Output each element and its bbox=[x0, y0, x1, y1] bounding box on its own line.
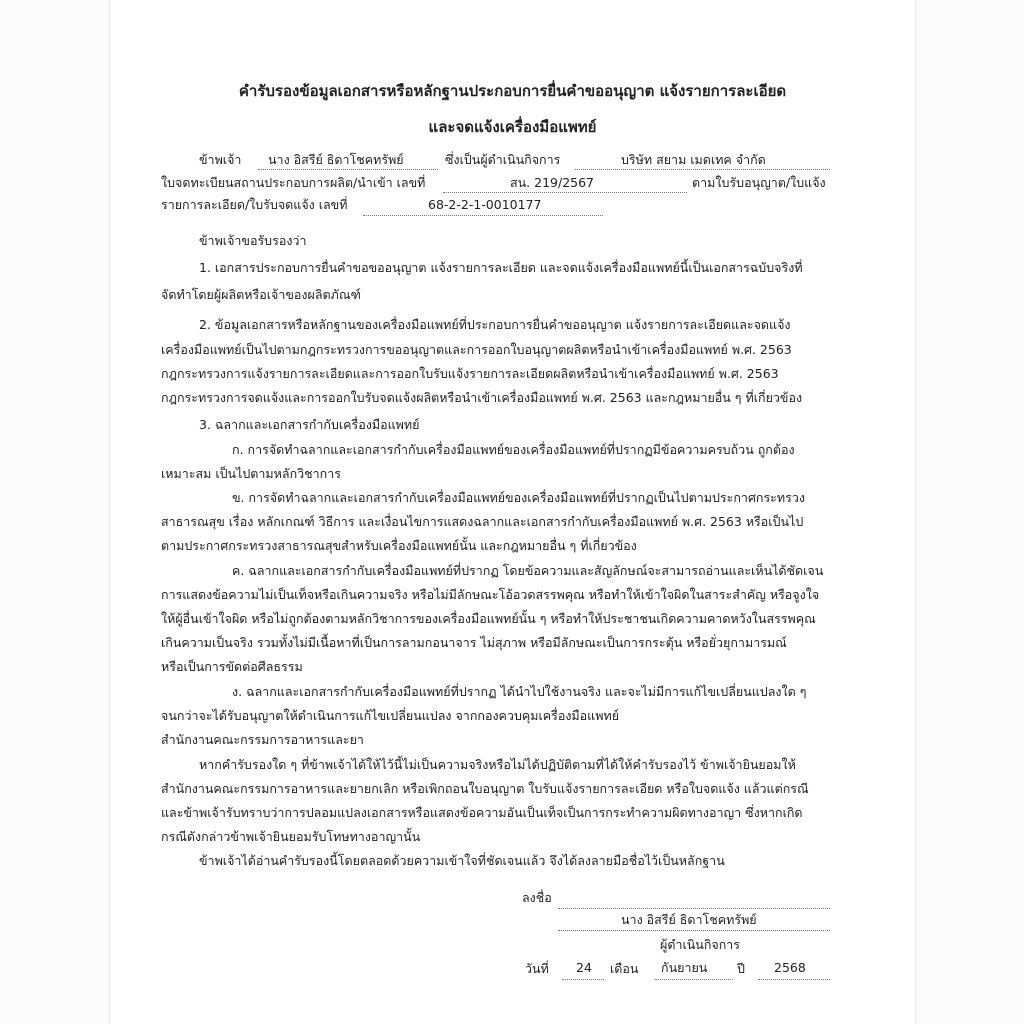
sign-year: 2568 bbox=[774, 960, 806, 975]
label-role: ซึ่งเป็นผู้ดำเนินกิจการ bbox=[445, 152, 561, 167]
body-line: จนกว่าจะได้รับอนุญาตให้ดำเนินการแก้ไขเปลี่ยนแปลง จากกองควบคุมเครื่องมือแพทย์ bbox=[161, 708, 620, 723]
document-page bbox=[109, 0, 916, 1024]
body-line: กฎกระทรวงการแจ้งรายการละเอียดและการออกใบรับแจ้งรายการละเอียดผลิตหรือนำเข้าเครื่องมือแพทย์ พ.ศ. 2563 bbox=[161, 366, 779, 381]
document-title-line1: คำรับรองข้อมูลเอกสารหรือหลักฐานประกอบการยื่นคำขออนุญาต แจ้งรายการละเอียด bbox=[238, 82, 787, 100]
body-line: หากคำรับรองใด ๆ ที่ข้าพเจ้าได้ให้ไว้นี้ไม่เป็นความจริงหรือไม่ได้ปฏิบัติตามที่ได้ให้คำรับรองไว้ ข้าพเจ้ายินยอมให้ bbox=[199, 757, 796, 772]
signer-name-dotted-line bbox=[558, 930, 830, 931]
body-line: สำนักงานคณะกรรมการอาหารและยา bbox=[161, 732, 364, 747]
sign-month: กันยายน bbox=[661, 960, 708, 975]
label-day: วันที่ bbox=[525, 961, 549, 976]
registration-number: สน. 219/2567 bbox=[510, 175, 595, 190]
body-line: 2. ข้อมูลเอกสารหรือหลักฐานของเครื่องมือแพทย์ที่ประกอบการยื่นคำขออนุญาต แจ้งรายการละเอียดและจดแจ้ง bbox=[199, 317, 791, 332]
body-line: และข้าพเจ้ารับทราบว่าการปลอมแปลงเอกสารหรือแสดงข้อความอันเป็นเท็จเป็นการกระทำความผิดทางอาญา ซึ่งหากเกิด bbox=[161, 805, 803, 820]
body-line: 1. เอกสารประกอบการยื่นคำขอขออนุญาต แจ้งรายการละเอียด และจดแจ้งเครื่องมือแพทย์นี้เป็นเอกสารฉบับจริงที่ bbox=[199, 260, 803, 275]
company-name: บริษัท สยาม เมดเทค จำกัด bbox=[621, 152, 766, 167]
body-line: จัดทำโดยผู้ผลิตหรือเจ้าของผลิตภัณฑ์ bbox=[161, 287, 361, 302]
body-line: ค. ฉลากและเอกสารกำกับเครื่องมือแพทย์ที่ปรากฏ โดยข้อความและสัญลักษณ์จะสามารถอ่านและเห็นได้ชัดเจน bbox=[232, 563, 824, 578]
body-line: สำนักงานคณะกรรมการอาหารและยายกเลิก หรือเพิกถอนใบอนุญาต ใบรับแจ้งรายการละเอียด หรือใบจดแจ้ง แล้วแต่กรณี bbox=[161, 781, 809, 796]
body-line: หรือเป็นการขัดต่อศีลธรรม bbox=[161, 659, 303, 674]
month-dotted-line bbox=[655, 979, 733, 980]
body-line: ง. ฉลากและเอกสารกำกับเครื่องมือแพทย์ที่ปรากฏ ได้นำไปใช้งานจริง และจะไม่มีการแก้ไขเปลี่ยนแปลงใด ๆ bbox=[232, 684, 807, 699]
signer-name: นาง อิสรีย์ ธิดาโชคทรัพย์ bbox=[621, 912, 757, 927]
label-i: ข้าพเจ้า bbox=[199, 152, 242, 167]
year-dotted-line bbox=[758, 979, 830, 980]
body-line: เครื่องมือแพทย์เป็นไปตามกฎกระทรวงการขออนุญาตและการออกใบอนุญาตผลิตหรือนำเข้าเครื่องมือแพทย์ พ.ศ. 2563 bbox=[161, 342, 792, 357]
label-month: เดือน bbox=[610, 961, 639, 976]
declarant-name: นาง อิสรีย์ ธิดาโชคทรัพย์ bbox=[268, 152, 404, 167]
body-line: กฎกระทรวงการจดแจ้งและการออกใบรับจดแจ้งผลิตหรือนำเข้าเครื่องมือแพทย์ พ.ศ. 2563 และกฎหมายอื่น ๆ ที่เกี่ยวข้อง bbox=[161, 390, 803, 405]
body-line: ตามประกาศกระทรวงสาธารณสุขสำหรับเครื่องมือแพทย์นั้น และกฎหมายอื่น ๆ ที่เกี่ยวข้อง bbox=[161, 538, 637, 553]
body-line: ข้าพเจ้าได้อ่านคำรับรองนี้โดยตลอดด้วยความเข้าใจที่ชัดเจนแล้ว จึงได้ลงลายมือชื่อไว้เป็นหลักฐาน bbox=[199, 853, 725, 868]
label-license-number: รายการละเอียด/ใบรับจดแจ้ง เลขที่ bbox=[161, 197, 348, 212]
label-registration: ใบจดทะเบียนสถานประกอบการผลิต/นำเข้า เลขที่ bbox=[161, 175, 426, 190]
label-license: ตามใบรับอนุญาต/ใบแจ้ง bbox=[692, 175, 826, 190]
license-number: 68-2-2-1-0010177 bbox=[428, 197, 542, 212]
license-dotted-line bbox=[363, 215, 603, 216]
label-year: ปี bbox=[737, 961, 745, 976]
signer-role: ผู้ดำเนินกิจการ bbox=[660, 937, 741, 952]
body-line: เกินความเป็นจริง รวมทั้งไม่มีเนื้อหาที่เป็นการลามกอนาจาร ไม่สุภาพ หรือมีลักษณะเป็นการกระตุ้น หรือยั่วยุกามารมณ์ bbox=[161, 635, 787, 650]
body-line: 3. ฉลากและเอกสารกำกับเครื่องมือแพทย์ bbox=[199, 417, 420, 432]
label-sign: ลงชื่อ bbox=[522, 890, 552, 905]
sign-day: 24 bbox=[576, 960, 592, 975]
body-line: ให้ผู้อื่นเข้าใจผิด หรือไม่ถูกต้องตามหลักวิชาการของเครื่องมือแพทย์นั้น ๆ หรือทำให้ประชาชนเกิดความคาดหวังในสรรพคุณ bbox=[161, 611, 816, 626]
body-line: กรณีดังกล่าวข้าพเจ้ายินยอมรับโทษทางอาญานั้น bbox=[161, 829, 421, 844]
document-title-line2: และจดแจ้งเครื่องมือแพทย์ bbox=[428, 118, 597, 136]
body-line: การแสดงข้อความไม่เป็นเท็จหรือเกินความจริง หรือไม่มีลักษณะโอ้อวดสรรพคุณ หรือทำให้เข้าใจผิดในสาระสำคัญ หรือจูงใจ bbox=[161, 587, 820, 602]
body-line: ข. การจัดทำฉลากและเอกสารกำกับเครื่องมือแพทย์ของเครื่องมือแพทย์ที่ปรากฏเป็นไปตามประกาศกระทรวง bbox=[232, 490, 805, 505]
signature-dotted-line bbox=[558, 908, 830, 909]
body-line: ก. การจัดทำฉลากและเอกสารกำกับเครื่องมือแพทย์ของเครื่องมือแพทย์ที่ปรากฏมีข้อความครบถ้วน ถูกต้อง bbox=[232, 442, 795, 457]
body-line: ข้าพเจ้าขอรับรองว่า bbox=[199, 233, 307, 248]
day-dotted-line bbox=[562, 979, 604, 980]
body-line: สาธารณสุข เรื่อง หลักเกณฑ์ วิธีการ และเงื่อนไขการแสดงฉลากและเอกสารกำกับเครื่องมือแพทย์ พ.ศ. 2563 หรือเป็นไป bbox=[161, 514, 804, 529]
body-line: เหมาะสม เป็นไปตามหลักวิชาการ bbox=[161, 466, 341, 481]
